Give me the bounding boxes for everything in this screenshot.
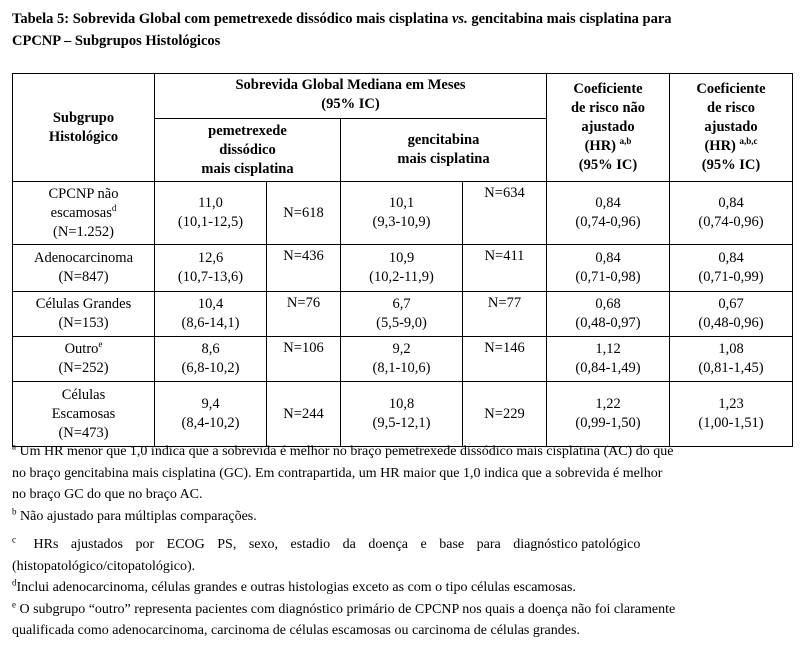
table-row	[13, 292, 793, 337]
pem-n-cell: N=436	[267, 245, 341, 292]
pem-median-cell: 10,4 (8,6-14,1)	[155, 292, 267, 337]
subgroup-cell: Células Grandes (N=153)	[13, 292, 155, 337]
footnote-e: $^e$ O subgrupo “outro” representa pacientes com diagnóstico primário de CPCNP nos quais a doença não foi claramente qualificada como adenocarcinoma, carcinoma de células escamosas ou carcinoma de células grandes.	[12, 598, 676, 638]
header-pemetrexede: pemetrexede dissódico mais cisplatina	[155, 119, 341, 182]
gem-median-cell: 10,1 (9,3-10,9)	[341, 182, 463, 245]
survival-table	[12, 73, 793, 447]
table-title	[12, 8, 792, 52]
gem-median-cell: 10,9 (10,2-11,9)	[341, 245, 463, 292]
header-row	[13, 74, 793, 119]
pem-median-cell: 11,0 (10,1-12,5)	[155, 182, 267, 245]
gem-n-cell: N=77	[463, 292, 547, 337]
footnote-d: $^d$Inclui adenocarcinoma, células grandes e outras histologias exceto as com o tipo células escamosas.	[12, 577, 576, 595]
subgroup-cell: Adenocarcinoma (N=847)	[13, 245, 155, 292]
hr-adj-cell: 1,23 (1,00-1,51)	[670, 382, 793, 447]
title-text-2: gencitabina mais cisplatina para	[467, 11, 672, 27]
hr-unadj-cell: 1,22 (0,99-1,50)	[547, 382, 670, 447]
hr-adj-cell: 0,67 (0,48-0,96)	[670, 292, 793, 337]
gem-median-cell: 9,2 (8,1-10,6)	[341, 337, 463, 382]
footnote-a: $^a$ Um HR menor que 1,0 indica que a sobrevida é melhor no braço pemetrexede dissódico mais cisplatina (AC) do que no braço gencitabina mais cisplatina (GC). Em contrapartida, um HR maior que 1,0 indica que a sobrevida é melhor no braço GC do que no braço AC.	[12, 441, 674, 502]
header-subgroup: Subgrupo Histológico	[13, 74, 155, 182]
footnote-b: $^b$ Não ajustado para múltiplas comparações.	[12, 505, 257, 524]
header-hr-unadjusted: Coeficiente de risco não ajustado (HR) $^{a,b}$ (95% IC)	[547, 74, 670, 182]
subgroup-cell: CPCNP não escamosas$^d$ (N=1.252)	[13, 182, 155, 245]
header-os-median: Sobrevida Global Mediana em Meses (95% IC)	[155, 74, 547, 119]
pem-n-cell: N=244	[267, 382, 341, 447]
pem-n-cell: N=618	[267, 182, 341, 245]
hr-unadj-cell: 0,84 (0,74-0,96)	[547, 182, 670, 245]
header-hr-adjusted: Coeficiente de risco ajustado (HR) $^{a,b,c}$ (95% IC)	[670, 74, 793, 182]
footnotes	[12, 441, 794, 642]
hr-adj-cell: 0,84 (0,74-0,96)	[670, 182, 793, 245]
hr-unadj-cell: 0,68 (0,48-0,97)	[547, 292, 670, 337]
gem-n-cell: N=146	[463, 337, 547, 382]
table-row	[13, 245, 793, 292]
title-text-1: Tabela 5: Sobrevida Global com pemetrexede dissódico mais cisplatina	[12, 11, 452, 27]
gem-median-cell: 6,7 (5,5-9,0)	[341, 292, 463, 337]
pem-n-cell: N=106	[267, 337, 341, 382]
hr-adj-cell: 1,08 (0,81-1,45)	[670, 337, 793, 382]
gem-n-cell: N=634	[463, 182, 547, 245]
table-row	[13, 182, 793, 245]
table-row	[13, 337, 793, 382]
subgroup-cell: Outro$^e$ (N=252)	[13, 337, 155, 382]
hr-adj-cell: 0,84 (0,71-0,99)	[670, 245, 793, 292]
pem-n-cell: N=76	[267, 292, 341, 337]
gem-median-cell: 10,8 (9,5-12,1)	[341, 382, 463, 447]
footnote-c: $^c$ HRs ajustados por ECOG PS, sexo, estadio da doença e base para diagnóstico patológico (histopatológico/citopatológico).	[12, 534, 641, 574]
gem-n-cell: N=229	[463, 382, 547, 447]
title-vs: vs.	[451, 11, 468, 27]
pem-median-cell: 9,4 (8,4-10,2)	[155, 382, 267, 447]
hr-unadj-cell: 1,12 (0,84-1,49)	[547, 337, 670, 382]
title-text-3: CPCNP – Subgrupos Histológicos	[12, 33, 221, 49]
gem-n-cell: N=411	[463, 245, 547, 292]
hr-unadj-cell: 0,84 (0,71-0,98)	[547, 245, 670, 292]
table-row	[13, 382, 793, 447]
pem-median-cell: 12,6 (10,7-13,6)	[155, 245, 267, 292]
subgroup-cell: Células Escamosas (N=473)	[13, 382, 155, 447]
pem-median-cell: 8,6 (6,8-10,2)	[155, 337, 267, 382]
header-gencitabina: gencitabina mais cisplatina	[341, 119, 547, 182]
